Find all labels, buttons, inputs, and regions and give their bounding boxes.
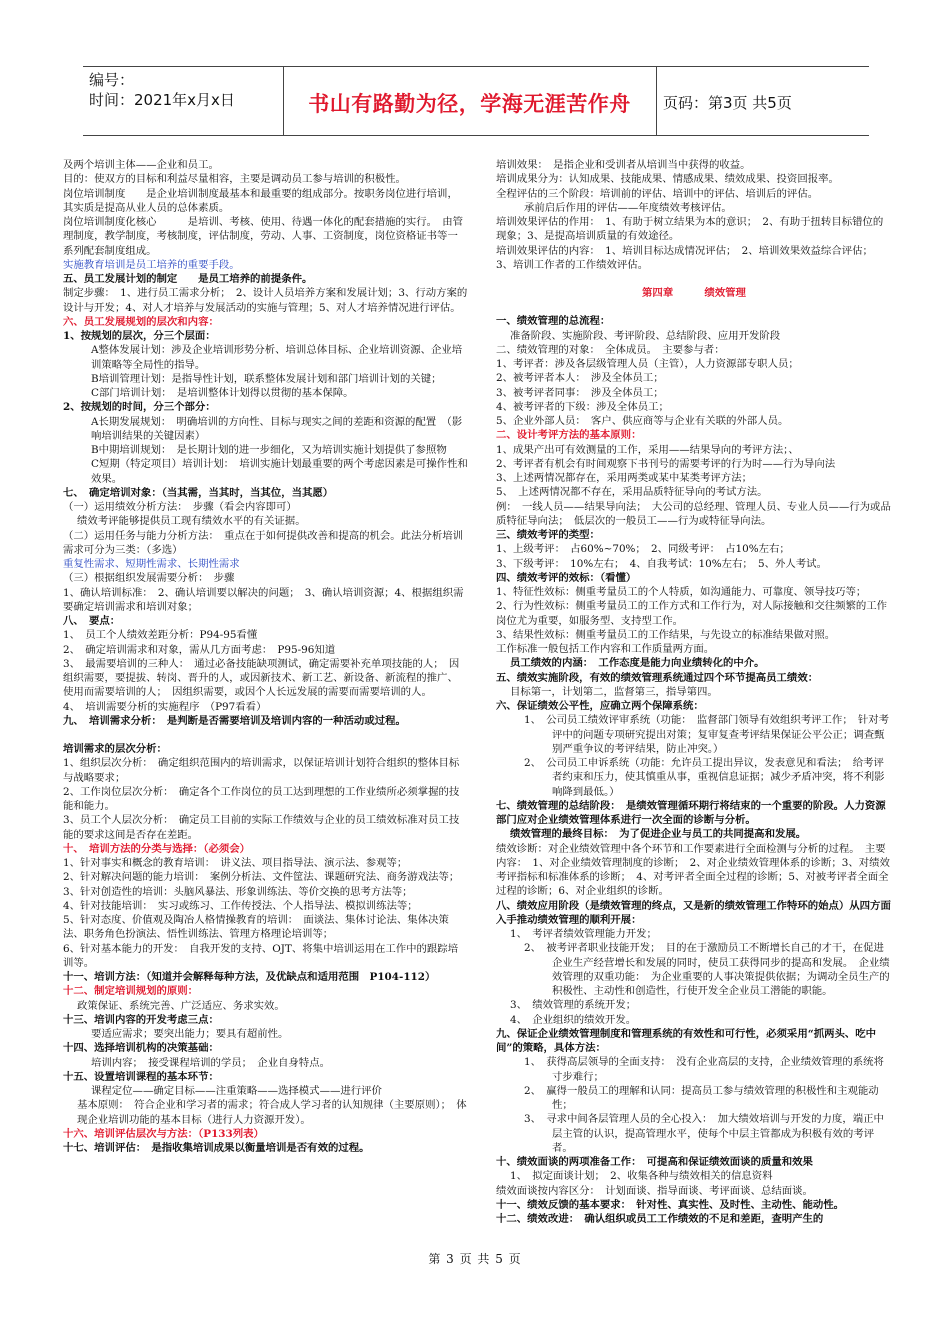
paragraph: C短期（特定项目）培训计划： 培训实施计划最重要的两个考虑因素是可操作性和效果。 [91,458,468,485]
paragraph: 全程评估的三个阶段：培训前的评估、培训中的评估、培训后的评估。 [496,187,819,200]
section-heading: 七、 确定培训对象：（当其需，当其时，当其位，当其愿） [63,486,334,499]
list-item: 1、 考评者绩效管理能力开发； [510,928,657,940]
paragraph: 重复性需求、短期性需求、长期性需求 [63,558,240,570]
paragraph: 绩效诊断：对企业绩效管理中各个环节和工作要素进行全面检测与分析的过程。 主要内容： 1、对企业绩效管理制度的诊断； 2、对企业绩效管理体系的诊断；3、对绩效考评指标和标准体系的诊断； 4、对考评者全面全过程的诊断；5、对被考评者全面全过程的诊断；6、对企业组织的诊断。 [496,842,890,898]
paragraph: 课程定位——确定目标——注重策略——选择模式——进行评价 [91,1085,382,1097]
paragraph: 5、针对态度、价值观及陶冶人格情操教育的培训： 面谈法、集体讨论法、集体决策法、职务角色扮演法、悟性训练法、管理方格理论培训等； [63,914,449,941]
paragraph: 1、考评者：涉及各层级管理人员（主管），人力资源部专职人员； [496,358,799,370]
paragraph: 目标第一，计划第二，监督第三，指导第四。 [510,685,718,698]
paragraph: 实施教育培训是员工培养的重要手段。 [63,258,240,271]
paragraph: 培训成果分为：认知成果、技能成果、情感成果、绩效成果、投资回报率。 [496,173,839,186]
section-heading: 十、绩效面谈的两项准备工作： 可提高和保证绩效面谈的质量和效果 [496,1156,813,1168]
paragraph: 培训效果评估的内容： 1、培训目标达成情况评估； 2、培训效果效益综合评估； 3、培训工作者的工作绩效评估。 [496,244,879,271]
paragraph: 3、下级考评： 10%左右； 4、自我考试：10%左右； 5、外人考试。 [496,557,827,570]
section-heading: 十五、设置培训课程的基本环节： [63,1070,219,1083]
list-item: 1、 公司员工绩效评审系统（功能： 监督部门领导有效组织考评工作； 针对考评中的问题专项研究提出对策；复审复查考评结果保证公平公正；调查甄别严重争议的考评结果，防止冲突。） [524,714,890,755]
paragraph: 4、 培训需要分析的实施程序 （P97看看） [63,700,267,713]
header-meta [89,70,235,110]
paragraph: 例： 一线人员——结果导向法； 大公司的总经理、管理人员、专业人员——行为或品质特征导向法； 低层次的一般员工——行为或特征导向法。 [496,500,891,527]
section-heading: 八、 要点： [63,615,121,627]
paragraph: 5、企业外部人员： 客户、供应商等与企业有关联的外部人员。 [496,415,789,427]
section-heading: 十三、培训内容的开发考虑三点： [63,1013,219,1026]
section-heading: 一、绩效管理的总流程： [496,315,611,328]
paragraph: 岗位培训制度 是企业培训制度最基本和最重要的组成部分。按职务岗位进行培训，其实质是提高从业人员的总体素质。 [63,187,458,214]
paragraph: 要适应需求；要突出能力；要具有超前性。 [91,1028,289,1040]
header-top-rule [83,66,869,67]
paragraph: 承前启后作用的评估——年度绩效考核评估。 [524,201,732,214]
section-heading: 十四、选择培训机构的决策基础： [63,1042,219,1055]
list-item: 2、 公司员工申诉系统（功能：允许员工提出异议，发表意见和看法； 给考评者约束和压力，使其慎重从事，重视信息证据；减少矛盾冲突，将不利影响降到最低。） [524,757,885,798]
paragraph: 1、 拟定面谈计划； 2、收集各种与绩效相关的信息资料 [510,1170,773,1183]
paragraph: 2、 确定培训需求和对象，需从几方面考虑： P95-96知道 [63,643,336,656]
section-heading: 十二、制定培训规划的原则： [63,985,199,998]
list-item: 3、 寻求中间各层管理人员的全心投入： 加大绩效培训与开发的力度，端正中层主管的认识，提高管理水平，使每个中层主管都成为积极有效的考评者。 [524,1113,884,1154]
page-footer: 第 3 页 共 5 页 [428,1252,522,1266]
paragraph: B中期培训规划： 是长期计划的进一步细化，又为培训实施计划提供了参照物 [91,444,447,456]
section-heading: 十一、绩效反馈的基本要求： 针对性、真实性、及时性、主动性、能动性。 [496,1198,845,1211]
paragraph: C部门培训计划： 是培训整体计划得以贯彻的基本保障。 [91,387,354,399]
section-heading: 五、员工发展计划的制定 是员工培养的前提条件。 [63,273,313,285]
section-heading: 十七、培训评估： 是指收集培训成果以衡量培训是否有效的过程。 [63,1142,370,1154]
paragraph: 绩效考评能够提供员工现有绩效水平的有关证据。 [77,515,306,528]
paragraph: 2、针对解决问题的能力培训： 案例分析法、文件筐法、课题研究法、商务游戏法等； [63,871,460,884]
paragraph: 2、行为性效标：侧重考量员工的工作方式和工作行为，对人际接触和交往频繁的工作岗位尤为重要，如服务型、支持型工作。 [496,600,888,627]
paragraph: B培训管理计划：是指导性计划，联系整体发展计划和部门培训计划的关键； [91,372,442,385]
header-bottom-rule [83,135,869,136]
paragraph: 1、确认培训标准： 2、确认培训要以解决的问题； 3、确认培训资源；4、根据组织需要确定培训需求和培训对象； [63,586,464,613]
header-number: 编号： [89,71,135,89]
paragraph: 培训内容； 接受课程培训的学员； 企业自身特点。 [91,1056,330,1069]
list-item: 1、 获得高层领导的全面支持： 没有企业高层的支持，企业绩效管理的系统将寸步难行； [524,1056,884,1083]
paragraph: 工作标准一般包括工作内容和工作质量两方面。 [496,643,715,655]
paragraph: 1、组织层次分析： 确定组织范围内的培训需求，以保证培训计划符合组织的整体目标与战略要求； [63,757,460,784]
paragraph: 制定步骤： 1、进行员工需求分析； 2、设计人员培养方案和发展计划；3、行动方案的设计与开发；4、对人才培养与发展活动的实施与管理；5、对人才培养情况进行评估。 [63,287,468,314]
section-heading: 五、绩效实施阶段，有效的绩效管理系统通过四个环节提高员工绩效： [496,671,819,684]
section-heading: 六、员工发展规划的层次和内容： [63,315,219,328]
subheading: 培训需求的层次分析： [63,743,167,755]
paragraph: 3、 最需要培训的三种人： 通过必备技能缺项测试，确定需要补充单项技能的人； 因组织需要，要提拔、转岗、晋升的人，或因新技术、新工艺、新设备、新流程的推广、使用而需要培训的人； 因组织需要，或因个人长远发展的需要而需要培训的人。 [63,657,460,699]
paragraph: 4、被考评者的下级：涉及全体员工； [496,400,669,413]
subheading: 绩效管理的最终目标： 为了促进企业与员工的共同提高和发展。 [510,828,807,841]
list-item: 3、 绩效管理的系统开发； [510,999,637,1012]
paragraph: 3、针对创造性的培训：头脑风暴法、形象训练法、等价交换的思考方法等； [63,885,413,898]
paragraph: A长期发展规划： 明确培训的方向性、目标与现实之间的差距和资源的配置 （影响培训结果的关键因素） [91,415,463,442]
paragraph: 3、被考评者同事： 涉及全体员工； [496,386,664,399]
paragraph: （二）运用任务与能力分析方法： 重点在于如何提供改善和提高的机会。此法分析培训需求可分为三类：（多选） [63,529,464,556]
paragraph: 3、结果性效标：侧重考量员工的工作结果，与先设立的标准结果做对照。 [496,628,836,641]
header-page-number: 页码：第3页 共5页 [663,94,792,112]
section-heading: 四、绩效考评的效标：（看懂） [496,571,637,584]
list-item: 2、 赢得一般员工的理解和认同：提高员工参与绩效管理的积极性和主观能动性； [524,1084,879,1111]
paragraph: 准备阶段、实施阶段、考评阶段、总结阶段、应用开发阶段 [510,329,781,342]
left-column [63,158,468,1155]
paragraph: 培训效果： 是指企业和受训者从培训当中获得的收益。 [496,159,751,171]
paragraph: A整体发展计划：涉及企业培训形势分析、培训总体目标、企业培训资源、企业培训策略等全局性的指导。 [91,344,463,371]
paragraph: 绩效面谈按内容区分： 计划面谈、指导面谈、考评面谈、总结面谈。 [496,1184,813,1197]
paragraph: 3、员工个人层次分析： 确定员工目前的实际工作绩效与企业的员工绩效标准对员工技能的要求这间是否存在差距。 [63,814,460,841]
paragraph: 及两个培训主体——企业和员工。 [63,159,219,171]
subheading: 员工绩效的内涵： 工作态度是能力向业绩转化的中介。 [510,657,765,670]
section-heading: 七、绩效管理的总结阶段： 是绩效管理循环期行将结束的一个重要的阶段。人力资源部门应对企业绩效管理体系进行一次全面的诊断与分析。 [496,799,886,826]
section-heading: 六、保证绩效公平性，应确立两个保障系统： [496,700,704,712]
paragraph: 4、针对技能培训： 实习或练习、工作传授法、个人指导法、模拟训练法等； [63,899,418,912]
paragraph: 政策保证、系统完善、广泛适应、务求实效。 [77,999,285,1012]
paragraph: 培训效果评估的作用： 1、有助于树立结果为本的意识； 2、有助于扭转目标错位的现象；3、是提高培训质量的有效途径。 [496,216,884,243]
header-divider [656,66,657,136]
chapter-title: 第四章 绩效管理 [642,287,746,299]
section-heading: 九、保证企业绩效管理制度和管理系统的有效性和可行性，必须采用“抓两头、吃中间”的策略，具体方法： [496,1027,877,1054]
paragraph: 1、特征性效标：侧重考量员工的个人特质，如沟通能力、可靠度、领导技巧等； [496,586,867,598]
section-heading: 十二、绩效改进： 确认组织或员工工作绩效的不足和差距，查明产生的 [496,1213,824,1225]
paragraph: 2、考评者有机会有时间观察下书刊号的需要考评的行为时——行为导向法 [496,457,836,470]
section-heading: 三、绩效考评的类型： [496,529,600,541]
paragraph: （一）运用绩效分析方法： 步骤（看会内容即可） [63,501,297,513]
section-heading: 九、 培训需求分析： 是判断是否需要培训及培训内容的一种活动或过程。 [63,714,406,727]
header-time: 时间：2021年x月x日 [89,91,235,109]
paragraph: 岗位培训制度化核心 是培训、考核、使用、待遇一体化的配套措施的实行。 由管理制度，教学制度，考核制度，评估制度，劳动、人事、工资制度，岗位资格证书等一系列配套制度组成。 [63,216,464,257]
list-item: 2、 被考评者职业技能开发； 目的在于激励员工不断增长自己的才干，在促进企业生产经营增长和发展的同时，使员工获得同步的提高和发展。 企业绩效管理的双重功能： 为企业重要的人事决策提供依据；为调动全员生产的积极性、主动性和创造性，行使开发全企业员工潜能的职能。 [524,942,890,997]
section-heading: 十一、培训方法：（知道并会解释每种方法，及优缺点和适用范围 P104-112） [63,971,436,983]
subheading: 2、按规划的时间，分三个部分： [63,401,216,414]
paragraph: 3、上述两情况都存在，采用两类或某中某类考评方法； [496,472,752,484]
paragraph: 6、针对基本能力的开发： 自我开发的支持、OJT、将集中培训运用在工作中的跟踪培训等。 [63,942,459,969]
right-column [496,158,892,1226]
paragraph: 5、 上述两情况都不存在，采用品质特征导向的考试方法。 [496,486,768,499]
page-header [83,66,869,136]
paragraph: 2、被考评者本人： 涉及全体员工； [496,372,664,385]
header-motto: 书山有路勤为径，学海无涯苦作舟 [308,92,631,116]
section-heading: 十、 培训方法的分类与选择：（必须会） [63,842,251,855]
paragraph: 1、针对事实和概念的教育培训： 讲义法、项目指导法、演示法、参观等； [63,857,408,869]
section-heading: 十六、培训评估层次与方法：（P133列表） [63,1127,264,1140]
paragraph: 1、上级考评： 占60%~70%； 2、同级考评： 占10%左右； [496,543,790,556]
paragraph: 基本原则： 符合企业和学习者的需求；符合成人学习者的认知规律（主要原则）； 体现企业培训功能的基本目标（进行人力资源开发）。 [77,1099,467,1126]
paragraph: 目的：使双方的目标和利益尽量相容，主要是调动员工参与培训的积极性。 [63,173,406,186]
subheading: 1、按规划的层次，分三个层面： [63,330,216,342]
section-heading: 二、设计考评方法的基本原则： [496,429,642,442]
paragraph: 1、 员工个人绩效差距分析：P94-95看懂 [63,629,258,642]
list-item: 4、 企业组织的绩效开发。 [510,1013,637,1026]
section-heading: 八、绩效应用阶段（是绩效管理的终点，又是新的绩效管理工作特环的始点）从四方面入手推动绩效管理的顺利开展： [496,899,891,926]
paragraph: （三）根据组织发展需要分析： 步骤 [63,572,235,585]
paragraph: 2、工作岗位层次分析： 确定各个工作岗位的员工达到理想的工作业绩所必须掌握的技能和能力。 [63,785,460,812]
paragraph: 1、成果产出可有效测量的工作，采用——结果导向的考评方法；、 [496,443,799,456]
paragraph: 二、绩效管理的对象： 全体成员。 主要参与者： [496,343,725,356]
